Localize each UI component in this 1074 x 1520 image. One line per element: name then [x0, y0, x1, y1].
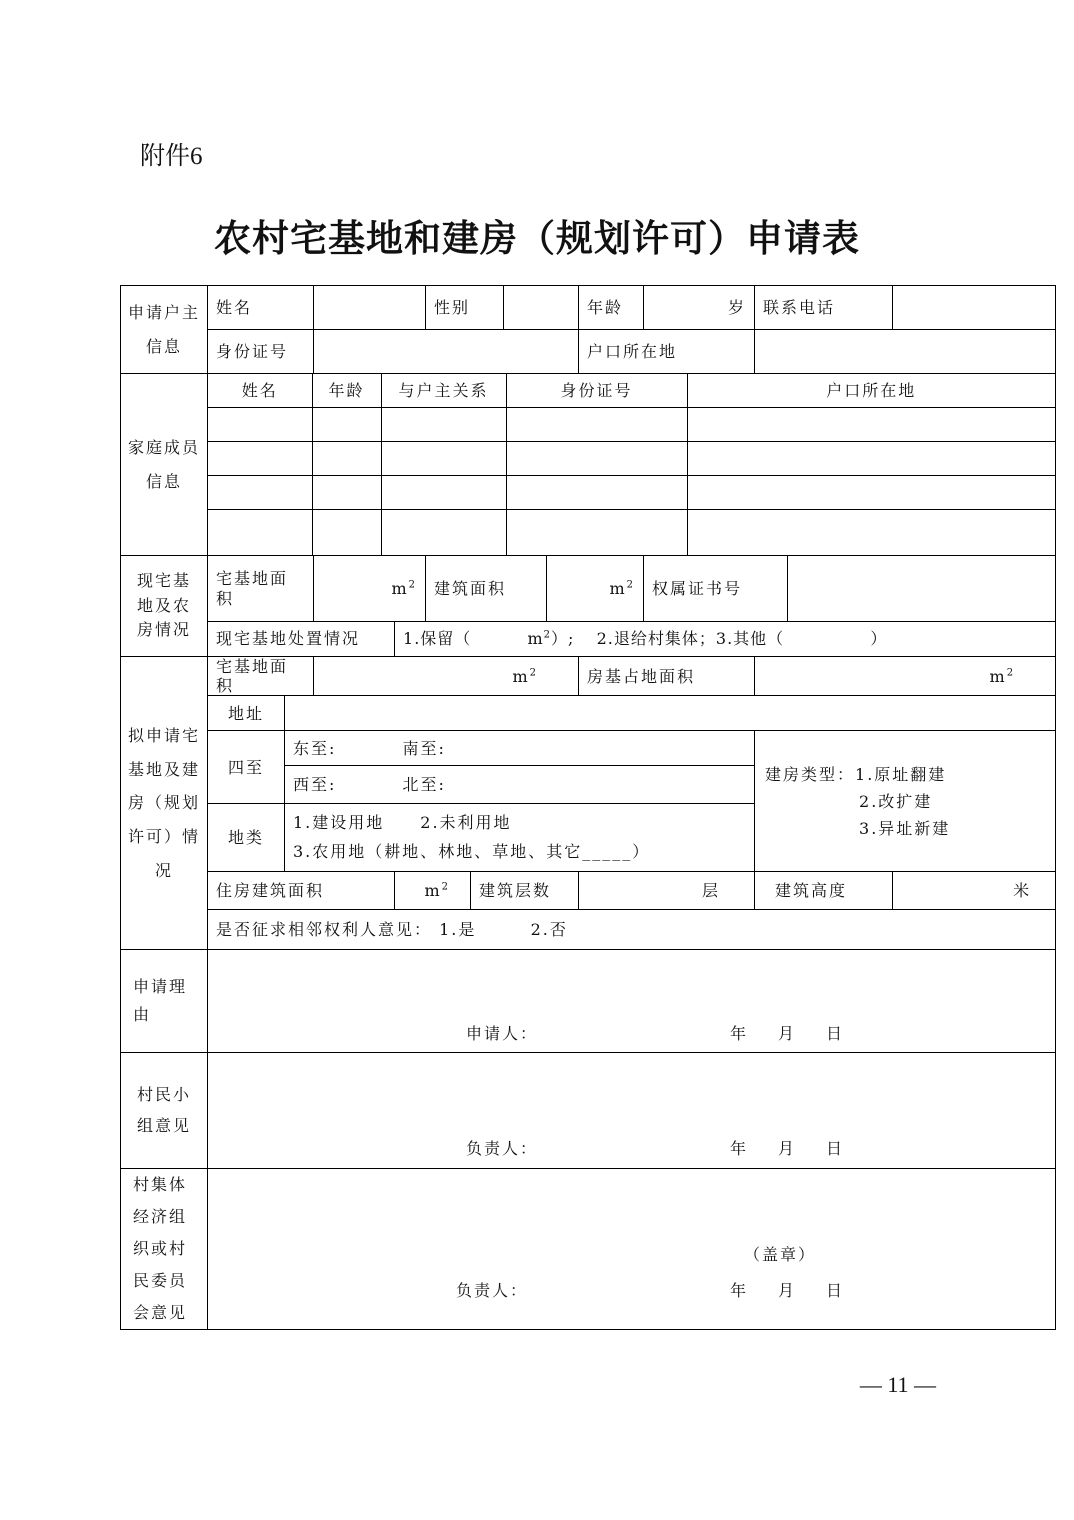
family-members-cell: [208, 374, 1056, 556]
gender-label: 性别: [426, 286, 504, 330]
date-day: 日: [826, 1281, 845, 1301]
phone-field[interactable]: [893, 286, 1056, 330]
name-label: 姓名: [208, 286, 314, 330]
applicant-section-label: 申请户主信息: [121, 286, 208, 374]
proposed-homestead-area-field[interactable]: [314, 657, 579, 696]
village-opinion-label: 村集体经济组织或村民委员会意见: [121, 1169, 208, 1330]
phone-label: 联系电话: [755, 286, 893, 330]
applicant-sign-label: 申请人：: [466, 1024, 539, 1044]
family-cell[interactable]: [312, 476, 381, 510]
four-boundaries-label: 四至: [208, 731, 285, 804]
land-type-label: 地类: [208, 804, 285, 872]
family-cell[interactable]: [506, 442, 687, 476]
current-homestead-area-field[interactable]: [314, 556, 426, 622]
disposal-options: [395, 622, 1056, 657]
family-cell[interactable]: [687, 408, 1055, 442]
family-row: [208, 442, 1055, 476]
family-cell[interactable]: [381, 408, 506, 442]
seal-label: （盖章）: [744, 1245, 817, 1265]
family-cell[interactable]: [506, 510, 687, 555]
date-year: 年: [730, 1024, 749, 1044]
neighbor-opinion-row: [208, 910, 1056, 950]
reason-field[interactable]: [208, 950, 1056, 1053]
page-title: 农村宅基地和建房（规划许可）申请表: [214, 217, 860, 260]
cert-no-field[interactable]: [788, 556, 1056, 622]
house-area-label: 住房建筑面积: [208, 872, 395, 910]
family-members-table: [208, 374, 1055, 555]
age-field[interactable]: [644, 286, 755, 330]
family-row: [208, 510, 1055, 555]
neighbor-yes[interactable]: 1.是: [439, 920, 477, 940]
family-header-hukou: 户口所在地: [687, 374, 1055, 408]
north-label[interactable]: 北至:: [395, 766, 755, 804]
proposed-section-label: 拟申请宅基地及建房（规划许可）情况: [121, 657, 208, 950]
build-type-opt3[interactable]: 3.异址新建: [859, 818, 951, 838]
application-form: [120, 285, 1056, 1330]
date-year: 年: [730, 1139, 749, 1159]
disposal-label: 现宅基地处置情况: [208, 622, 395, 657]
unit-m2: $m^2$: [424, 881, 451, 901]
family-header-relation: 与户主关系: [381, 374, 506, 408]
build-type-cell: [755, 731, 1056, 872]
floors-label: 建筑层数: [471, 872, 579, 910]
address-field[interactable]: [285, 696, 1056, 731]
page-number: — 11 —: [859, 1372, 936, 1397]
height-unit: 米: [1013, 881, 1032, 901]
reason-label: 申请理由: [121, 950, 208, 1053]
gender-field[interactable]: [504, 286, 579, 330]
unit-m2: $m^2$: [989, 666, 1016, 686]
date-month: 月: [778, 1139, 797, 1159]
height-label: 建筑高度: [755, 872, 893, 910]
date-month: 月: [778, 1281, 797, 1301]
land-type-opt1[interactable]: 1.建设用地: [293, 813, 385, 833]
family-cell[interactable]: [687, 442, 1055, 476]
build-type-opt1[interactable]: 建房类型：1.原址翻建: [765, 764, 947, 784]
family-cell[interactable]: [381, 442, 506, 476]
cert-no-label: 权属证书号: [644, 556, 788, 622]
disposal-opt-keep[interactable]: 1.保留（: [403, 629, 472, 649]
hukou-label: 户口所在地: [579, 330, 755, 374]
family-header-id: 身份证号: [506, 374, 687, 408]
land-type-opt3[interactable]: 3.农用地（耕地、林地、草地、其它_____）: [293, 841, 651, 861]
id-field[interactable]: [314, 330, 579, 374]
current-homestead-area-label: 宅基地面积: [208, 556, 314, 622]
current-section-label: 现宅基地及农房情况: [121, 556, 208, 657]
house-area-field[interactable]: [395, 872, 471, 910]
east-label[interactable]: 东至:: [285, 731, 395, 766]
south-label[interactable]: 南至:: [395, 731, 755, 766]
neighbor-no[interactable]: 2.否: [530, 920, 568, 940]
family-cell[interactable]: [208, 476, 312, 510]
family-cell[interactable]: [312, 510, 381, 555]
age-unit: 岁: [728, 297, 747, 317]
attachment-label: 附件6: [140, 141, 203, 170]
disposal-opt-keep-unit: $m^2$）;: [527, 629, 575, 649]
land-type-options: [285, 804, 755, 872]
height-field[interactable]: [893, 872, 1056, 910]
family-header-name: 姓名: [208, 374, 312, 408]
unit-m2: $m^2$: [391, 578, 418, 598]
address-label: 地址: [208, 696, 285, 731]
build-type-opt2[interactable]: 2.改扩建: [859, 791, 933, 811]
family-cell[interactable]: [208, 442, 312, 476]
west-label[interactable]: 西至:: [285, 766, 395, 804]
family-section-label: 家庭成员信息: [121, 374, 208, 556]
floors-field[interactable]: [579, 872, 755, 910]
neighbor-opinion-label: 是否征求相邻权利人意见：: [216, 920, 433, 940]
family-row: [208, 476, 1055, 510]
date-day: 日: [826, 1024, 845, 1044]
family-cell[interactable]: [312, 408, 381, 442]
family-cell[interactable]: [208, 510, 312, 555]
footprint-field[interactable]: [755, 657, 1056, 696]
family-cell[interactable]: [687, 476, 1055, 510]
floors-unit: 层: [702, 881, 721, 901]
village-opinion-field[interactable]: [208, 1169, 1056, 1330]
village-sign-label: 负责人：: [456, 1281, 529, 1301]
family-cell[interactable]: [381, 476, 506, 510]
family-cell[interactable]: [208, 408, 312, 442]
date-year: 年: [730, 1281, 749, 1301]
disposal-opt-return[interactable]: 2.退给村集体；3.其他（: [596, 629, 785, 649]
family-row: [208, 408, 1055, 442]
id-label: 身份证号: [208, 330, 314, 374]
proposed-homestead-area-label: 宅基地面积: [208, 657, 314, 696]
hukou-field[interactable]: [755, 330, 1056, 374]
family-cell[interactable]: [381, 510, 506, 555]
age-label: 年龄: [579, 286, 644, 330]
land-type-opt2[interactable]: 2.未利用地: [420, 813, 512, 833]
current-floor-area-field[interactable]: [547, 556, 644, 622]
family-cell[interactable]: [506, 476, 687, 510]
family-cell[interactable]: [312, 442, 381, 476]
family-cell[interactable]: [506, 408, 687, 442]
group-opinion-field[interactable]: [208, 1053, 1056, 1169]
name-field[interactable]: [314, 286, 426, 330]
disposal-opt-close: ）: [870, 629, 888, 649]
date-day: 日: [826, 1139, 845, 1159]
unit-m2: $m^2$: [512, 666, 539, 686]
family-header-age: 年龄: [312, 374, 381, 408]
date-month: 月: [778, 1024, 797, 1044]
unit-m2: $m^2$: [609, 578, 636, 598]
group-opinion-label: 村民小组意见: [121, 1053, 208, 1169]
group-sign-label: 负责人：: [466, 1139, 539, 1159]
current-floor-area-label: 建筑面积: [426, 556, 547, 622]
footprint-label: 房基占地面积: [579, 657, 755, 696]
family-cell[interactable]: [687, 510, 1055, 555]
